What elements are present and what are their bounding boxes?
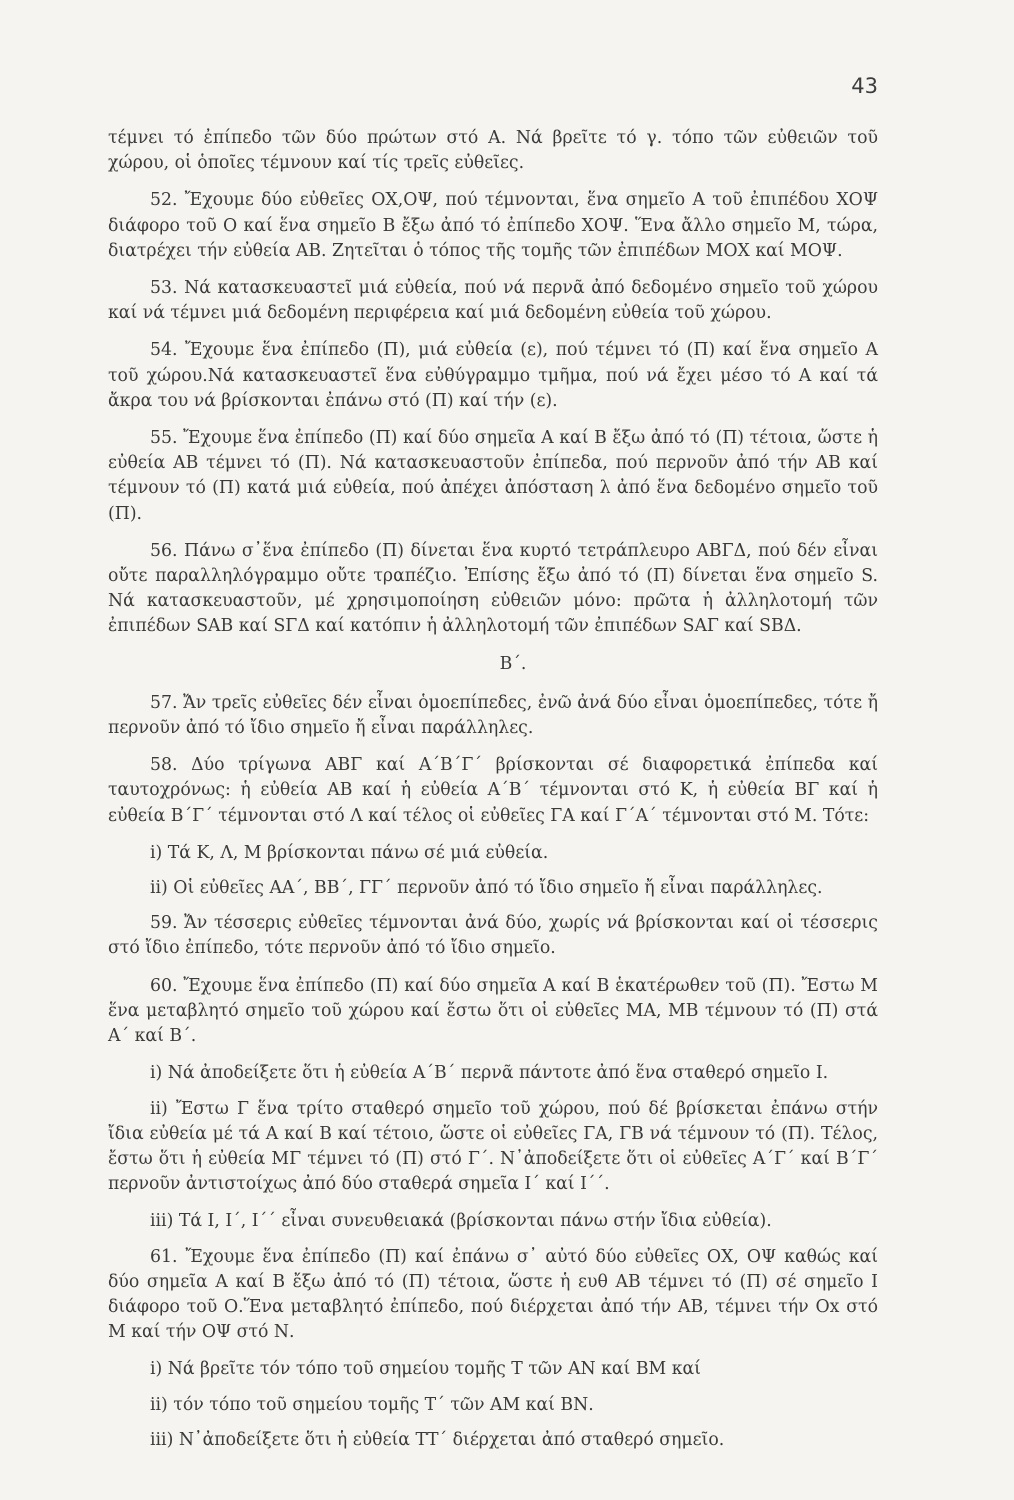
exercise-55: 55. Ἔχουμε ἕνα ἐπίπεδο (Π) καί δύο σημεῖα Α καί Β ἔξω ἀπό τό (Π) τέτοια, ὥστε ἡ εὐθεία ΑΒ τέμνει τό (Π). Νά κατασκευαστοῦν ἐπίπεδα, πού περνοῦν ἀπό τήν ΑΒ καί τέμνουν τό (Π) κατά μιά εὐθεία, πού ἀπέχει ἀπόσταση λ ἀπό ἕνα δεδομένο σημεῖο τοῦ (Π). bbox=[108, 428, 878, 524]
exercise-61: 61. Ἔχουμε ἕνα ἐπίπεδο (Π) καί ἐπάνω σ᾽ αὐτό δύο εὐθεῖες ΟΧ, ΟΨ καθώς καί δύο σημεῖα Α καί Β ἔξω ἀπό τό (Π) τέτοια, ὥστε ἡ ευθ ΑΒ τέμνει τό (Π) σέ σημεῖο Ι διάφορο τοῦ Ο.Ἕνα μεταβλητό ἐπίπεδο, πού διέρχεται ἀπό τήν ΑΒ, τέμνει τήν Οx στό Μ καί τήν ΟΨ στό Ν. bbox=[108, 1246, 878, 1343]
page-number: 43 bbox=[851, 74, 878, 98]
page-body bbox=[108, 126, 878, 1463]
exercise-61-part-iii: iii) Ν᾽ἀποδείξετε ὅτι ἡ εὐθεία ΤΤ΄ διέρχεται ἀπό σταθερό σημεῖο. bbox=[150, 1429, 725, 1450]
intro-paragraph: τέμνει τό ἐπίπεδο τῶν δύο πρώτων στό Α. Νά βρεῖτε τό γ. τόπο τῶν εὐθειῶν τοῦ χώρου, οἱ ὁποῖες τέμνουν καί τίς τρεῖς εὐθεῖες. bbox=[108, 128, 878, 174]
exercise-57: 57. Ἄν τρεῖς εὐθεῖες δέν εἶναι ὁμοεπίπεδες, ἐνῶ ἀνά δύο εἶναι ὁμοεπίπεδες, τότε ἤ περνοῦν ἀπό τό ἴδιο σημεῖο ἤ εἶναι παράλληλες. bbox=[108, 692, 878, 739]
exercise-58-part-ii: ii) Οἱ εὐθεῖες ΑΑ΄, ΒΒ΄, ΓΓ΄ περνοῦν ἀπό τό ἴδιο σημεῖο ἤ εἶναι παράλληλες. bbox=[150, 878, 823, 899]
exercise-52: 52. Ἔχουμε δύο εὐθεῖες ΟΧ,ΟΨ, πού τέμνονται, ἕνα σημεῖο Α τοῦ ἐπιπέδου ΧΟΨ διάφορο τοῦ Ο καί ἕνα σημεῖο Β ἔξω ἀπό τό ἐπίπεδο ΧΟΨ. Ἕνα ἄλλο σημεῖο Μ, τώρα, διατρέχει τήν εὐθεία ΑΒ. Ζητεῖται ὁ τόπος τῆς τομῆς τῶν ἐπιπέδων ΜΟΧ καί ΜΟΨ. bbox=[108, 190, 878, 261]
exercise-58-part-i: i) Τά Κ, Λ, Μ βρίσκονται πάνω σέ μιά εὐθεία. bbox=[150, 842, 549, 863]
exercise-56: 56. Πάνω σ᾽ἕνα ἐπίπεδο (Π) δίνεται ἕνα κυρτό τετράπλευρο ΑΒΓΔ, πού δέν εἶναι οὔτε παραλληλόγραμμο οὔτε τραπέζιο. Ἐπίσης ἔξω ἀπό τό (Π) δίνεται ἕνα σημεῖο S. Νά κατασκευαστοῦν, μέ χρησιμοποίηση εὐθειῶν μόνο: πρῶτα ἡ ἀλληλοτομή τῶν ἐπιπέδων SAB καί SΓΔ καί κατόπιν ἡ ἀλληλοτομή τῶν ἐπιπέδων SAΓ καί SΒΔ. bbox=[108, 540, 878, 637]
exercise-60-part-i: i) Νά ἀποδείξετε ὅτι ἡ εὐθεία Α΄Β΄ περνᾶ πάντοτε ἀπό ἕνα σταθερό σημεῖο Ι. bbox=[150, 1063, 829, 1084]
exercise-60-part-ii: ii) Ἔστω Γ ἕνα τρίτο σταθερό σημεῖο τοῦ χώρου, πού δέ βρίσκεται ἐπάνω στήν ἴδια εὐθεία μέ τά Α καί Β καί τέτοιο, ὥστε οἱ εὐθεῖες ΓΑ, ΓΒ νά τέμνουν τό (Π). Τέλος, ἔστω ὅτι ἡ εὐθεία ΜΓ τέμνει τό (Π) στό Γ΄. Ν᾽ἀποδείξετε ὅτι οἱ εὐθεῖες Α΄Γ΄ καί Β΄Γ΄ περνοῦν ἀντιστοίχως ἀπό δύο σταθερά σημεῖα Ι΄ καί Ι΄΄. bbox=[108, 1098, 878, 1195]
exercise-61-part-i: i) Νά βρεῖτε τόν τόπο τοῦ σημείου τομῆς Τ τῶν ΑΝ καί ΒΜ καί bbox=[150, 1359, 701, 1380]
exercise-58: 58. Δύο τρίγωνα ΑΒΓ καί Α΄Β΄Γ΄ βρίσκονται σέ διαφορετικά ἐπίπεδα καί ταυτοχρόνως: ἡ εὐθεία ΑΒ καί ἡ εὐθεία Α΄Β΄ τέμνονται στό Κ, ἡ εὐθεία ΒΓ καί ἡ εὐθεία Β΄Γ΄ τέμνονται στό Λ καί τέλος οἱ εὐθεῖες ΓΑ καί Γ΄Α΄ τέμνονται στό Μ. Τότε: bbox=[108, 755, 878, 826]
exercise-53: 53. Νά κατασκευαστεῖ μιά εὐθεία, πού νά περνᾶ ἀπό δεδομένο σημεῖο τοῦ χώρου καί νά τέμνει μιά δεδομένη περιφέρεια καί μιά δεδομένη εὐθεία τοῦ χώρου. bbox=[108, 278, 878, 324]
exercise-61-part-ii: ii) τόν τόπο τοῦ σημείου τομῆς Τ΄ τῶν ΑΜ καί ΒΝ. bbox=[150, 1394, 594, 1415]
exercise-60: 60. Ἔχουμε ἕνα ἐπίπεδο (Π) καί δύο σημεῖα Α καί Β ἑκατέρωθεν τοῦ (Π). Ἔστω Μ ἕνα μεταβλητό σημεῖο τοῦ χώρου καί ἔστω ὅτι οἱ εὐθεῖες ΜΑ, ΜΒ τέμνουν τό (Π) στά Α΄ καί Β΄. bbox=[108, 975, 878, 1047]
section-heading-b: Β΄. bbox=[499, 653, 527, 674]
exercise-54: 54. Ἔχουμε ἕνα ἐπίπεδο (Π), μιά εὐθεία (ε), πού τέμνει τό (Π) καί ἕνα σημεῖο Α τοῦ χώρου.Νά κατασκευαστεῖ ἕνα εὐθύγραμμο τμῆμα, πού νά ἔχει μέσο τό Α καί τά ἄκρα του νά βρίσκονται ἐπάνω στό (Π) καί τήν (ε). bbox=[108, 340, 878, 411]
exercise-60-part-iii: iii) Τά Ι, Ι΄, Ι΄΄ εἶναι συνευθειακά (βρίσκονται πάνω στήν ἴδια εὐθεία). bbox=[150, 1211, 772, 1232]
exercise-59: 59. Ἄν τέσσερις εὐθεῖες τέμνονται ἀνά δύο, χωρίς νά βρίσκονται καί οἱ τέσσερις στό ἴδιο ἐπίπεδο, τότε περνοῦν ἀπό τό ἴδιο σημεῖο. bbox=[108, 913, 878, 959]
